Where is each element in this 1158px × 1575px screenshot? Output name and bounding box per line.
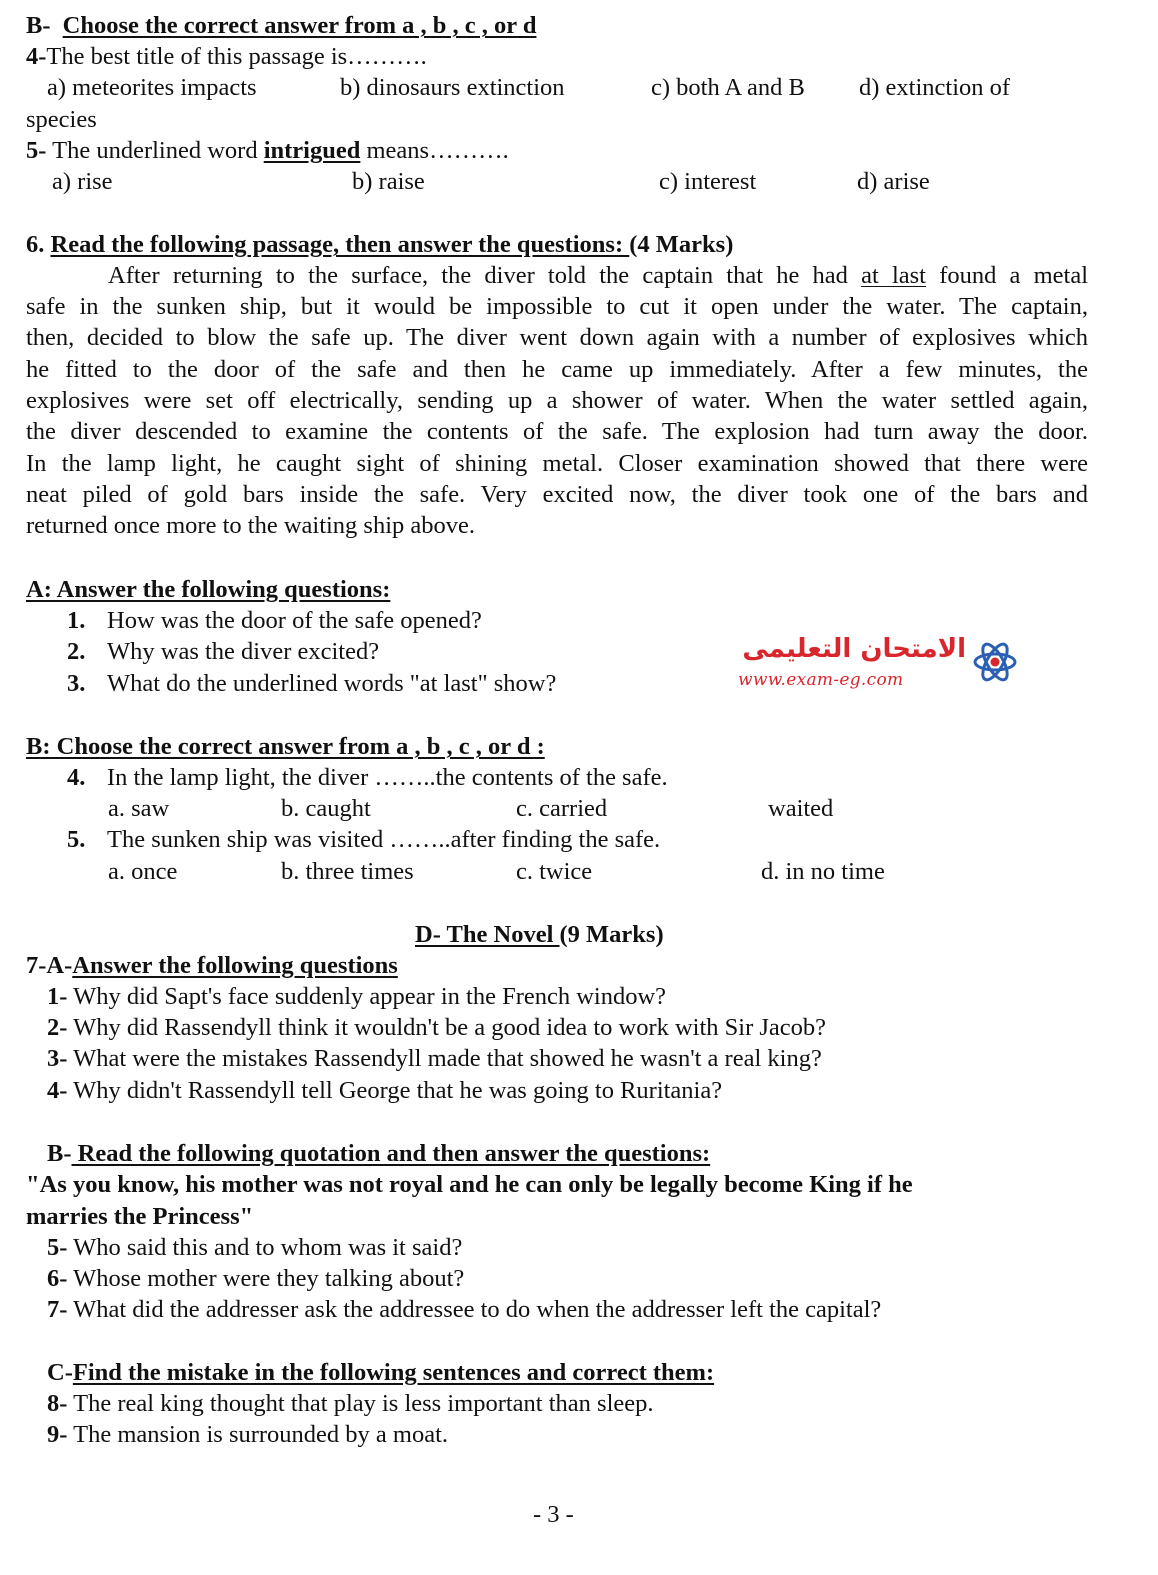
question-5 <box>26 139 509 164</box>
passage-line: he fitted to the door of the safe and then he came up immediately. After a few minutes, the <box>26 356 1088 383</box>
question-6-heading <box>26 233 733 258</box>
part-b-heading: B- Read the following quotation and then answer the questions: <box>47 1140 711 1167</box>
passage-line: returned once more to the waiting ship above. <box>26 512 476 539</box>
question-number: 5- <box>26 137 47 164</box>
passage-line: After returning to the surface, the diver told the captain that he had at last found a metal <box>108 262 1089 289</box>
list-item: 9- The mansion is surrounded by a moat. <box>47 1421 449 1448</box>
logo-arabic-text: الامتحان التعليمى <box>742 634 966 664</box>
option-c: c) interest <box>659 168 757 195</box>
atom-icon <box>972 636 1018 688</box>
list-item: 1- Why did Sapt's face suddenly appear in the French window? <box>47 983 667 1010</box>
passage-line: explosives were set off electrically, sending up a shower of water. When the water settled again, <box>26 387 1088 414</box>
question-text-before: The underlined word <box>52 137 258 164</box>
question-4: 4. In the lamp light, the diver ……..the contents of the safe. <box>67 764 668 791</box>
section-b-prefix: B- <box>26 12 51 39</box>
question-number: 6. <box>26 231 45 258</box>
logo-url: www.exam-eg.com <box>738 670 904 690</box>
question-text: The best title of this passage is………. <box>46 43 427 70</box>
quotation-line: "As you know, his mother was not royal and he can only be legally become King if he <box>26 1171 913 1198</box>
marks-label: (9 Marks) <box>559 921 664 948</box>
list-item: 2- Why did Rassendyll think it wouldn't be a good idea to work with Sir Jacob? <box>47 1014 827 1041</box>
passage-line: In the lamp light, he caught sight of shining metal. Closer examination showed that there were <box>26 450 1088 477</box>
option-b: b. caught <box>281 795 371 822</box>
exam-eg-logo <box>738 634 1018 694</box>
list-item: 3- What were the mistakes Rassendyll made that showed he wasn't a real king? <box>47 1045 822 1072</box>
part-a-heading: 7-A-Answer the following questions <box>26 952 398 979</box>
option-d: d) extinction of <box>859 74 1011 101</box>
underlined-phrase: at last <box>861 262 926 289</box>
passage-line: the diver descended to examine the contents of the safe. The explosion had turn away the door. <box>26 418 1088 445</box>
option-c: c. carried <box>516 795 608 822</box>
option-c: c. twice <box>516 858 593 885</box>
question-4-title <box>26 45 427 70</box>
option-c: c) both A and B <box>651 74 805 101</box>
list-item: 5- Who said this and to whom was it said? <box>47 1234 463 1261</box>
marks-label: (4 Marks) <box>629 231 734 258</box>
option-b: b) dinosaurs extinction <box>340 74 565 101</box>
list-item: 7- What did the addresser ask the addressee to do when the addresser left the capital? <box>47 1296 882 1323</box>
list-item: 3. What do the underlined words "at last" show? <box>67 670 557 697</box>
passage-line: then, decided to blow the safe up. The diver went down again with a number of explosives which <box>26 324 1088 351</box>
section-b-heading: B: Choose the correct answer from a , b , c , or d : <box>26 733 545 760</box>
option-b: b. three times <box>281 858 414 885</box>
option-b: b) raise <box>352 168 425 195</box>
list-item: 8- The real king thought that play is less important than sleep. <box>47 1390 654 1417</box>
novel-heading: D- The Novel (9 Marks) <box>415 921 664 948</box>
section-a-heading: A: Answer the following questions: <box>26 576 391 603</box>
option-d: d) arise <box>857 168 930 195</box>
list-item: 2. Why was the diver excited? <box>67 638 380 665</box>
option-a: a) meteorites impacts <box>47 74 257 101</box>
option-d: d. in no time <box>761 858 885 885</box>
option-d-wrap: species <box>26 106 97 133</box>
option-a: a) rise <box>52 168 113 195</box>
option-d: waited <box>768 795 834 822</box>
section-b-heading <box>26 14 536 39</box>
option-a: a. saw <box>108 795 170 822</box>
question-5: 5. The sunken ship was visited ……..after finding the safe. <box>67 826 661 853</box>
passage-instruction: Read the following passage, then answer the questions: <box>50 231 630 258</box>
part-c-heading: C-Find the mistake in the following sentences and correct them: <box>47 1359 715 1386</box>
list-item: 4- Why didn't Rassendyll tell George that he was going to Ruritania? <box>47 1077 723 1104</box>
list-item: 1. How was the door of the safe opened? <box>67 607 482 634</box>
passage-line: neat piled of gold bars inside the safe. Very excited now, the diver took one of the bars and <box>26 481 1088 508</box>
question-text-after: means………. <box>366 137 509 164</box>
option-a: a. once <box>108 858 178 885</box>
quotation-line: marries the Princess" <box>26 1203 254 1230</box>
page-number: - 3 - <box>533 1501 574 1528</box>
underlined-word: intrigued <box>263 137 361 164</box>
list-item: 6- Whose mother were they talking about? <box>47 1265 465 1292</box>
question-number: 4- <box>26 43 47 70</box>
section-b-heading-text: Choose the correct answer from a , b , c , or d <box>62 12 537 39</box>
passage-line: safe in the sunken ship, but it would be impossible to cut it open under the water. The captain, <box>26 293 1088 320</box>
